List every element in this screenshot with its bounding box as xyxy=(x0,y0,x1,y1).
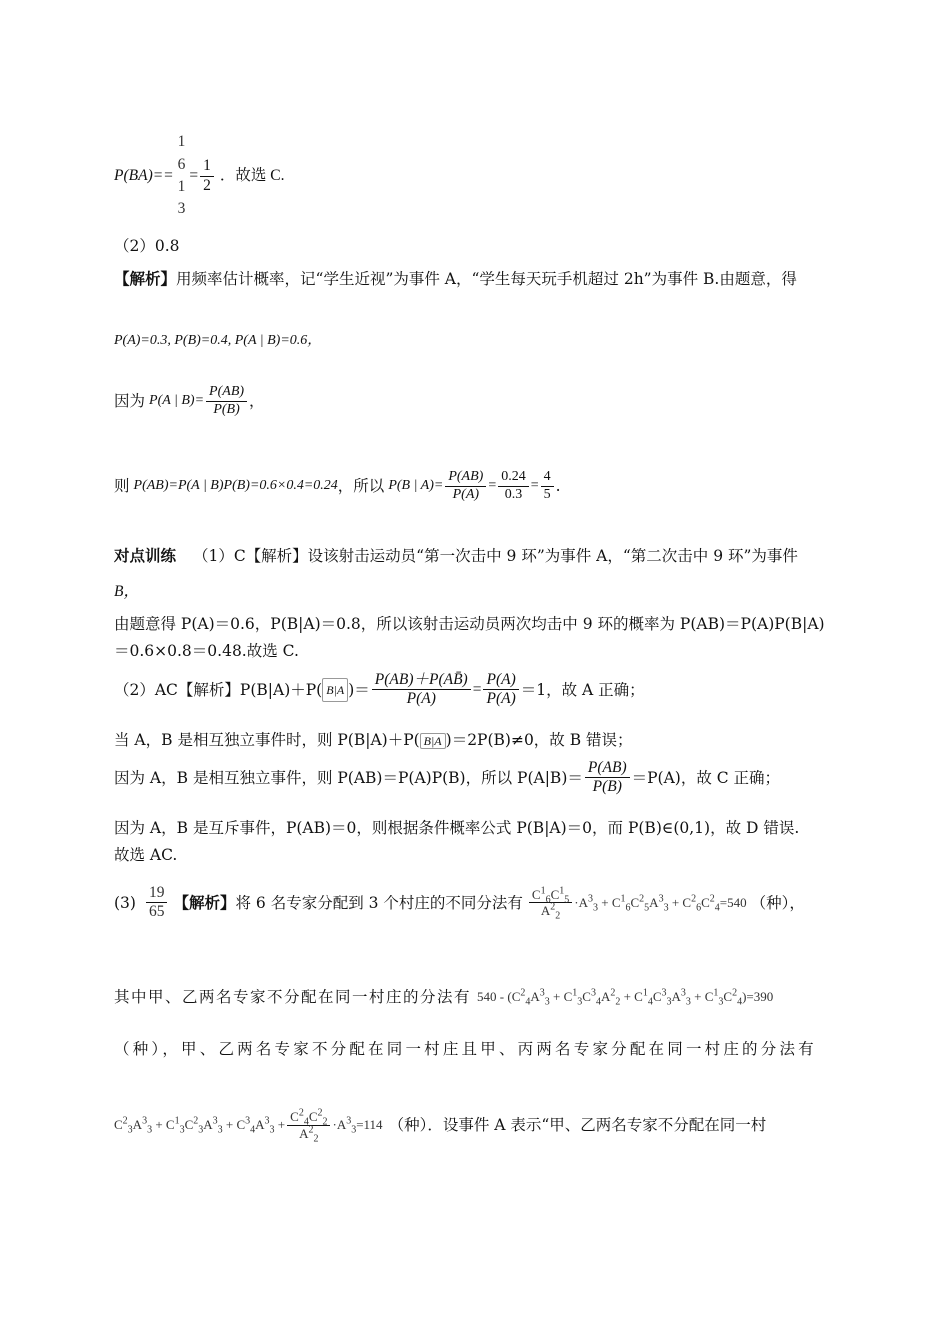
because-den: P(B) xyxy=(213,401,240,417)
because-label: 因为 xyxy=(114,392,146,411)
p3-title: 对点训练 xyxy=(114,546,177,565)
p4-ans-num: 19 xyxy=(146,885,168,903)
q2-c-num: P(AB) xyxy=(585,760,630,778)
p4-text4: （种）．设事件 A 表示“甲、乙两名专家不分配在同一村 xyxy=(388,1116,767,1135)
q2-c-line xyxy=(114,760,780,796)
p4-formula3: $C^2_3A^3_3 + C^1_3C^2_3A^3_3 + C^3_4A^3_3$ + $\frac{C^2_4C^2_2}{A^2_2}$ $\cdot A^3_3$ =114 xyxy=(114,1107,383,1145)
jiexi-tag: 【解析】 xyxy=(114,269,177,288)
formula1-tail: =540 xyxy=(719,894,747,910)
q2-f1-den: P(A) xyxy=(406,690,436,708)
p4-answer-fraction xyxy=(146,885,168,921)
p-ba-tail: ．故选 C. xyxy=(219,167,285,184)
q2-f2-den: P(A) xyxy=(486,690,516,708)
p4-text1: 将 6 名专家分配到 3 个村庄的不同分法有 xyxy=(235,893,523,912)
p4-label: (3) xyxy=(114,893,136,912)
p4-formula1: $\frac{C^1_6C^1_5}{A^2_2}$ $\cdot A^3_3 + C^1_6C^2_5A^3_3 + C^2_6C^2_4$ =540 xyxy=(527,888,747,918)
p4-text2: 其中甲、乙两名专家不分配在同一村庄的分法有 xyxy=(114,988,472,1006)
p3-head xyxy=(114,545,798,567)
jiexi-text: 用频率估计概率，记“学生近视”为事件 A，“学生每天玩手机超过 2h”为事件 B.由题意，得 xyxy=(176,270,797,288)
stack-3: 1 xyxy=(177,178,186,195)
then-fraction-3 xyxy=(541,470,554,502)
q2-fraction-2 xyxy=(483,672,518,708)
q2-b-box: B|A xyxy=(420,733,446,749)
q1-line3: ＝0.6×0.8＝0.48.故选 C. xyxy=(114,642,299,660)
then-eq-1: = xyxy=(488,478,497,494)
p2-label: （2）0.8 xyxy=(114,237,180,255)
p4-unit1: （种）， xyxy=(750,893,805,912)
q2-b-line xyxy=(114,729,633,752)
because-tail: ， xyxy=(249,392,265,411)
p4-line4 xyxy=(114,1107,767,1145)
half-fraction xyxy=(200,158,214,194)
q2-f1-num: P(AB)＋P(AB̄) xyxy=(372,672,471,690)
then-lhs: P(B | A)= xyxy=(388,478,444,494)
formula3-tail: =114 xyxy=(356,1117,383,1133)
then-formula: P(AB)=P(A | B)P(B)=0.6×0.4=0.24 xyxy=(133,478,338,494)
q2-c-den: P(B) xyxy=(592,778,622,796)
p-ba-eq: = xyxy=(189,167,199,184)
stack-2: 6 xyxy=(177,155,186,173)
p2-because xyxy=(114,385,265,417)
q2-c-b: ＝P(A)，故 C 正确； xyxy=(631,768,781,787)
q2-c-a: 因为 A，B 是相互独立事件，则 P(AB)＝P(A)P(B)，所以 P(A|B)＝ xyxy=(114,768,583,787)
then-f2-den: 0.3 xyxy=(504,486,523,502)
p4-text3: （种），甲、乙两名专家不分配在同一村庄且甲、丙两名专家分配在同一村庄的分法有 xyxy=(114,1040,817,1058)
q2-b-b: )＝2P(B)≠0，故 B 错误； xyxy=(445,731,633,749)
then-f3-den: 5 xyxy=(543,486,551,502)
p2-then xyxy=(114,470,561,502)
then-f3-num: 4 xyxy=(541,470,554,487)
then-fraction-2 xyxy=(498,470,529,502)
half-den: 2 xyxy=(203,176,211,194)
q2-f2-num: P(A) xyxy=(483,672,518,690)
q2-mid: )＝ xyxy=(348,680,370,699)
p-ba-stacked-fraction xyxy=(178,131,186,221)
q2-b-a: 当 A，B 是相互独立事件时，则 P(B|A)＋P( xyxy=(114,731,420,749)
then-label: 则 xyxy=(114,477,130,496)
q2-fraction-1 xyxy=(372,672,471,708)
q1-b: B， xyxy=(114,583,139,600)
then-f2-num: 0.24 xyxy=(498,470,529,487)
formula2-tail: )=390 xyxy=(742,989,774,1004)
formula3-fraction: $\frac{C^2_4C^2_2}{A^2_2}$ xyxy=(287,1110,330,1140)
q2-d-line: 因为 A，B 是互斥事件，P(AB)＝0，则根据条件概率公式 P(B|A)＝0，而 P(B)∈(0,1)，故 D 错误. xyxy=(114,819,800,837)
half-num: 1 xyxy=(200,158,214,176)
because-lhs: P(A | B)= xyxy=(149,393,205,409)
formula2-head: 540 - ( xyxy=(477,989,512,1004)
p4-line2 xyxy=(114,986,773,1008)
q2-tail: ＝1，故 A 正确； xyxy=(520,680,645,699)
p4-line1 xyxy=(114,885,805,921)
q2-line xyxy=(114,672,645,708)
then-eq-2: = xyxy=(530,478,539,494)
p4-jiexi-tag: 【解析】 xyxy=(173,892,236,912)
then-f1-den: P(A) xyxy=(452,486,480,502)
line-p-ba xyxy=(114,130,285,222)
p2-given: P(A)=0.3, P(B)=0.4, P(A | B)=0.6， xyxy=(114,333,322,348)
stack-4: 3 xyxy=(177,200,186,218)
stack-1: 1 xyxy=(177,133,186,151)
formula1-fraction: $\frac{C^1_6C^1_5}{A^2_2}$ xyxy=(529,888,572,918)
then-f1-num: P(AB) xyxy=(445,470,486,487)
q2-c-fraction xyxy=(585,760,630,796)
then-tail: . xyxy=(555,477,561,496)
q1-head: （1）C【解析】设该射击运动员“第一次击中 9 环”为事件 A，“第二次击中 9 环”为事件 xyxy=(192,547,798,565)
q1-line2: 由题意得 P(A)＝0.6，P(B|A)＝0.8，所以该射击运动员两次均击中 9 环的概率为 P(AB)＝P(A)P(B|A) xyxy=(114,615,825,633)
q2-box: B|A xyxy=(322,678,348,702)
p4-formula2: $540 - (C^2_4A^3_3 + C^1_3C^3_4A^2_2 + C^1_4C^3_3A^3_3 + C^1_3C^2_4)=390$ xyxy=(477,987,774,1008)
because-num: P(AB) xyxy=(206,385,247,402)
then-fraction-1 xyxy=(445,470,486,502)
q2-eq: = xyxy=(472,680,482,698)
p4-ans-den: 65 xyxy=(148,903,165,921)
q2-head: （2）AC【解析】P(B|A)＋P( xyxy=(114,680,323,699)
q2-end: 故选 AC. xyxy=(114,846,178,864)
then-mid: ，所以 xyxy=(337,477,385,496)
p2-jiexi xyxy=(114,268,797,290)
p-ba-lhs: P(BA)== xyxy=(114,167,174,184)
because-fraction xyxy=(206,385,247,417)
